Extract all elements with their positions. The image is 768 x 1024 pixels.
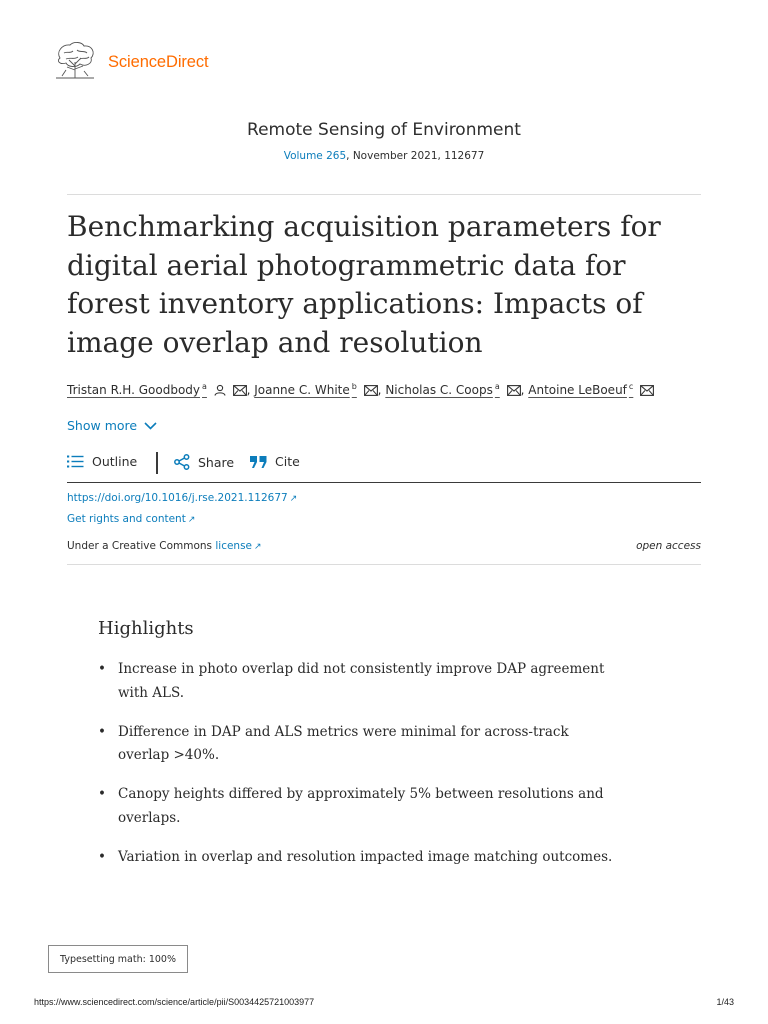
page-number: 1/43 [716, 997, 734, 1007]
article-toolbar [67, 452, 701, 483]
email-icon[interactable] [507, 385, 521, 396]
show-more-button[interactable] [67, 418, 157, 433]
list-item: • Canopy heights differed by approximately 5% between resolutions and overlaps. [98, 783, 618, 830]
list-item: • Difference in DAP and ALS metrics were minimal for across-track overlap >40%. [98, 721, 618, 768]
author-link[interactable]: Tristan R.H. Goodbody $^a$ [67, 382, 207, 397]
bullet: • [98, 723, 106, 740]
author-link[interactable]: Antoine LeBoeuf $^c$ [528, 382, 634, 397]
elsevier-tree-icon [52, 40, 98, 80]
sciencedirect-logo[interactable] [52, 40, 209, 80]
external-link-icon: ↗ [289, 494, 298, 504]
license-link[interactable]: license ↗ [215, 540, 262, 552]
brand-name: ScienceDirect [108, 52, 209, 71]
outline-label: Outline [92, 454, 138, 469]
person-icon[interactable] [214, 384, 226, 396]
highlights-list [98, 658, 618, 885]
chevron-down-icon [144, 422, 157, 430]
list-icon [67, 455, 84, 468]
rights-link[interactable]: Get rights and content ↗ [67, 513, 196, 525]
bullet: • [98, 661, 106, 677]
quote-icon [250, 456, 267, 468]
external-link-icon: ↗ [254, 542, 262, 552]
outline-button[interactable] [67, 454, 137, 469]
volume-details: , November 2021, 112677 [346, 150, 485, 162]
cite-label: Cite [275, 454, 300, 469]
bullet: • [98, 786, 106, 802]
highlights-heading: Highlights [98, 618, 194, 639]
volume-info [0, 150, 768, 162]
article-title: Benchmarking acquisition parameters for digital aerial photogrammetric data for forest inventory applications: Impacts of image overlap and resolution [67, 210, 661, 359]
author-link[interactable]: Nicholas C. Coops $^a$ [385, 382, 500, 397]
bullet: • [98, 848, 106, 865]
open-access-label: open access [636, 540, 701, 552]
share-icon [174, 454, 190, 470]
share-label: Share [198, 454, 235, 470]
email-icon[interactable] [364, 385, 378, 396]
toolbar-divider [156, 452, 158, 474]
cite-button[interactable] [250, 454, 300, 469]
email-icon[interactable] [640, 385, 654, 396]
list-item: • Variation in overlap and resolution impacted image matching outcomes. [98, 846, 618, 870]
list-item: • Increase in photo overlap did not consistently improve DAP agreement with ALS. [98, 658, 618, 705]
page-url: https://www.sciencedirect.com/science/article/pii/S0034425721003977 [34, 997, 315, 1007]
show-more-label: Show more [67, 418, 138, 433]
external-link-icon: ↗ [187, 515, 196, 525]
typesetting-status: Typesetting math: 100% [48, 945, 188, 973]
doi-link[interactable]: https://doi.org/10.1016/j.rse.2021.112677 ↗ [67, 492, 298, 504]
share-button[interactable] [174, 454, 234, 470]
journal-title[interactable]: Remote Sensing of Environment [247, 120, 521, 140]
divider [67, 564, 701, 565]
author-link[interactable]: Joanne C. White $^b$ [254, 382, 357, 397]
email-icon[interactable] [233, 385, 247, 396]
volume-link[interactable]: Volume 265 [283, 150, 347, 162]
license-statement: Under a Creative Commons license ↗ [67, 540, 262, 552]
author-list: Tristan R.H. Goodbody $^a$ , Joanne C. White $^b$ , Nicholas C. Coops $^a$ , Antoine LeBoeuf $^c$ [67, 382, 707, 397]
divider [67, 194, 701, 195]
